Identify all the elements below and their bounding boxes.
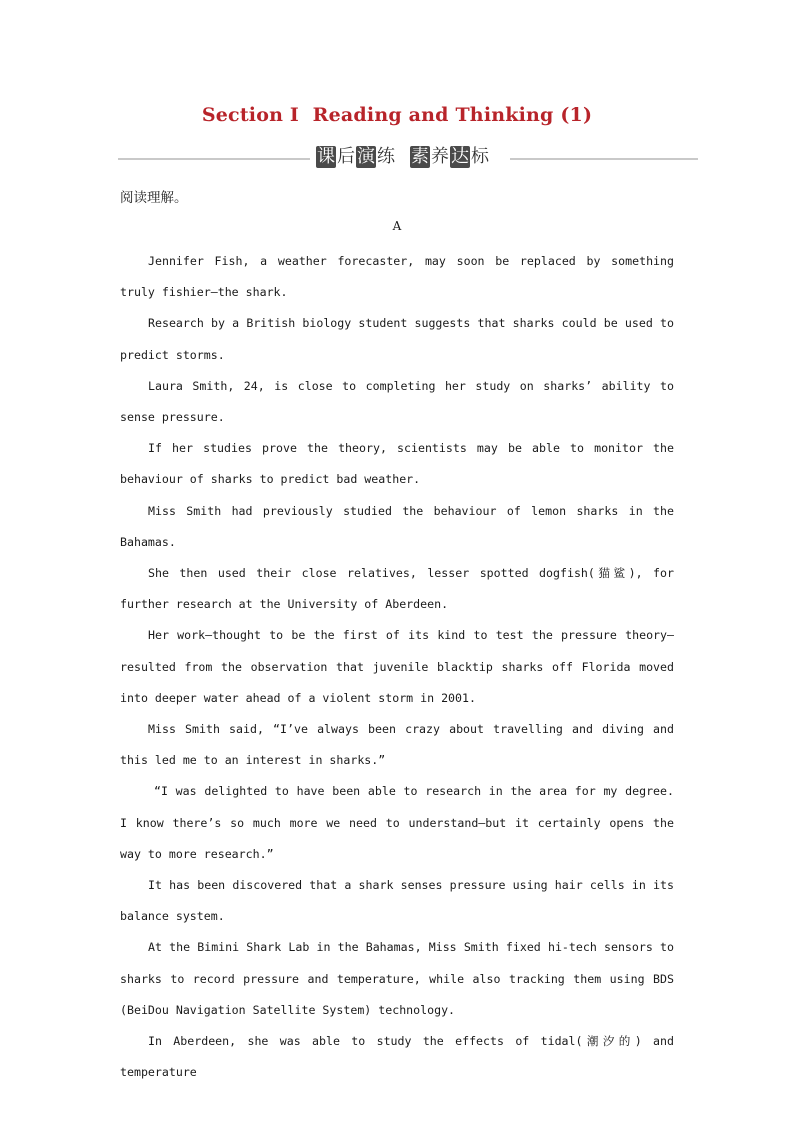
banner-char: 养 [431,146,449,167]
banner-char: 课 [317,146,335,167]
banner-char: 素 [411,146,429,167]
paragraph: Her work—thought to be the first of its kind to test the pressure theory—resulted from the observation that juvenile blacktip sharks off Florida moved into deeper water ahead of a violent storm in 2001. [120,628,674,705]
passage-body [120,246,674,1088]
banner-char: 后 [337,146,355,167]
paragraph: Miss Smith said, “I’ve always been crazy about travelling and diving and this led me to an interest in sharks.” [120,722,674,768]
banner-char: 练 [377,146,395,167]
instruction-heading: 阅读理解。 [120,190,188,206]
banner-char: 演 [357,146,375,167]
paragraph: Miss Smith had previously studied the behaviour of lemon sharks in the Bahamas. [120,503,674,549]
section-banner [118,142,698,174]
paragraph: Research by a British biology student suggests that sharks could be used to predict storms. [120,316,674,362]
paragraph: Jennifer Fish, a weather forecaster, may soon be replaced by something truly fishier—the shark. [120,254,674,300]
paragraph: Laura Smith, 24, is close to completing her study on sharks’ ability to sense pressure. [120,378,674,425]
passage-label: A [392,219,402,233]
banner-divider-left [118,158,310,160]
banner-label [316,146,506,170]
banner-char: 标 [471,146,489,167]
paragraph: It has been discovered that a shark senses pressure using hair cells in its balance system. [120,878,674,924]
paragraph: She then used their close relatives, lesser spotted dogfish(猫鲨), for further research at the University of Aberdeen. [120,566,674,612]
paragraph: If her studies prove the theory, scientists may be able to monitor the behaviour of sharks to predict bad weather. [120,441,674,487]
paragraph: “I was delighted to have been able to research in the area for my degree. I know there’s so much more we need to understand—but it certainly opens the way to more research.” [120,784,674,861]
paragraph: At the Bimini Shark Lab in the Bahamas, Miss Smith fixed hi-tech sensors to sharks to record pressure and temperature, while also tracking them using BDS (BeiDou Navigation Satellite System) technology. [120,940,674,1017]
paragraph: In Aberdeen, she was able to study the effects of tidal(潮汐的) and temperature [120,1034,674,1080]
banner-divider-right [510,158,698,160]
banner-char: 达 [451,146,469,167]
section-title: Section Ⅰ Reading and Thinking (1) [201,104,593,126]
